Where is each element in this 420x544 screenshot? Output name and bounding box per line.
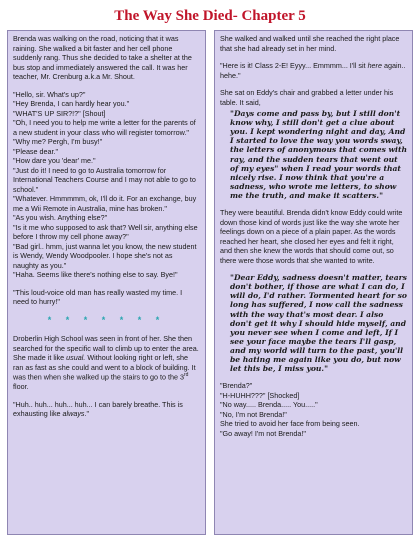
handwritten-letter: "Dear Eddy, sadness doesn't matter, tears don't bother, if those are what I can do, I will do, I'd rather. Tormented heart for so long has suffered, I now call the sadness with the way that's most dear. I also don't get it why I should hide myself, and you never see when I come and left, If I see your face maybe the tears I'll gasp, and my world will turn to the past, you'll be hating me again like you do, but now let this be, I miss you." bbox=[230, 273, 407, 374]
dialogue-line: She tried to avoid her face from being seen. bbox=[220, 419, 360, 429]
dialogue-block bbox=[220, 381, 407, 438]
dialogue-line: "No, I'm not Brenda!" bbox=[220, 409, 287, 419]
paragraph: She sat on Eddy's chair and grabbed a letter under his table. It said, bbox=[220, 88, 394, 107]
dialogue-line: "Hey Brenda, I can hardly hear you." bbox=[13, 99, 130, 108]
dialogue-line: "No way..... Brenda..... You....." bbox=[220, 400, 318, 410]
paragraph: "This loud-voice old man has really wasted my time. I need to hurry!" bbox=[13, 287, 183, 306]
dialogue-line: "Haha. Seems like there's nothing else to say. Bye!" bbox=[13, 270, 178, 279]
left-column bbox=[7, 30, 206, 535]
paragraph: "Huh.. huh... huh... huh... I can barely breathe. This is exhausting like always." bbox=[13, 399, 183, 419]
paragraph: "Here is it! Class 2-E! Eyyy... Emmmm... I'll sit here again.. hehe." bbox=[220, 61, 406, 80]
dialogue-line: "Go away! I'm not Brenda!" bbox=[220, 428, 306, 438]
right-column bbox=[214, 30, 413, 535]
dialogue-line: "Hello, sir. What's up?" bbox=[13, 89, 86, 99]
dialogue-line: "Why me? Pergh, I'm busy!" bbox=[13, 137, 103, 146]
handwritten-letter: "Days come and pass by, but I still don't know why, I still don't get a clue about you. I kept wondering night and day, And I started to love the way you words sway, the letters of anonymous that comes with ray, and the sudden tears that went out of my eyes" when I read your words that nicely rise. I now think that you're a sadness, who wrote me letters, to show me the truth, and make it scatters." bbox=[230, 109, 407, 200]
dialogue-line: "Just do it! I need to go to Australia tomorrow for International Teachers Course and I may not able to go to school." bbox=[13, 165, 196, 194]
dialogue-block bbox=[13, 90, 200, 280]
scene-break-stars: * * * * * * * bbox=[47, 314, 166, 325]
paragraph: She walked and walked until she reached the right place that she had already set in her mind. bbox=[220, 34, 400, 53]
page-title: The Way She Died- Chapter 5 bbox=[114, 8, 306, 24]
dialogue-line: "H-HUHH???" [Shocked] bbox=[220, 390, 300, 400]
paragraph: Droberlin High School was seen in front of her. She then searched for the specific wall to climb up to enter the area. She made it like usual. Without looking right or left, she ran as fast as she could and went to a block of building. It was then when she walked up the stairs to go to the 3rd floor. bbox=[13, 334, 199, 392]
dialogue-line: "WHAT'S UP SIR?!?" [Shout] bbox=[13, 108, 106, 118]
dialogue-line: "Please dear." bbox=[13, 146, 59, 156]
dialogue-line: "As you wish. Anything else?" bbox=[13, 213, 108, 222]
dialogue-line: "Whatever. Hmmmmm, ok, I'll do it. For an exchange, buy me a Wii Remote in Australia, mine has broken." bbox=[13, 194, 197, 213]
paragraph: Brenda was walking on the road, noticing that it was raining. She walked a bit faster and her cell phone suddenly rang. Thus she decided to take a shelter at the bus stop and immediately answered the call. It was her teacher, Mr. Crenburg a.k.a Mr. Shout. bbox=[13, 34, 192, 81]
paragraph: They were beautiful. Brenda didn't know Eddy could write down those kind of words just like the way she wrote her feelings down on a piece of a plain paper. As the words reached her heart, she closed her eyes and felt it right, and then she knew the words that should come out, so there were those words that she wanted to write. bbox=[220, 208, 403, 265]
dialogue-line: "Bad girl.. hmm, just wanna let you know, the new student is Wendy, Wendy Woodpooler. I hope she's not as naughty as you." bbox=[13, 241, 197, 270]
dialogue-line: "Brenda?" bbox=[220, 381, 253, 391]
dialogue-line: "How dare you 'dear' me." bbox=[13, 156, 96, 165]
dialogue-line: "Is it me who supposed to ask that? Well sir, anything else before I throw my cell phone away?" bbox=[13, 222, 198, 241]
dialogue-line: "Oh, I need you to help me write a letter for the parents of a new student in your class who will register tomorrow." bbox=[13, 118, 196, 137]
